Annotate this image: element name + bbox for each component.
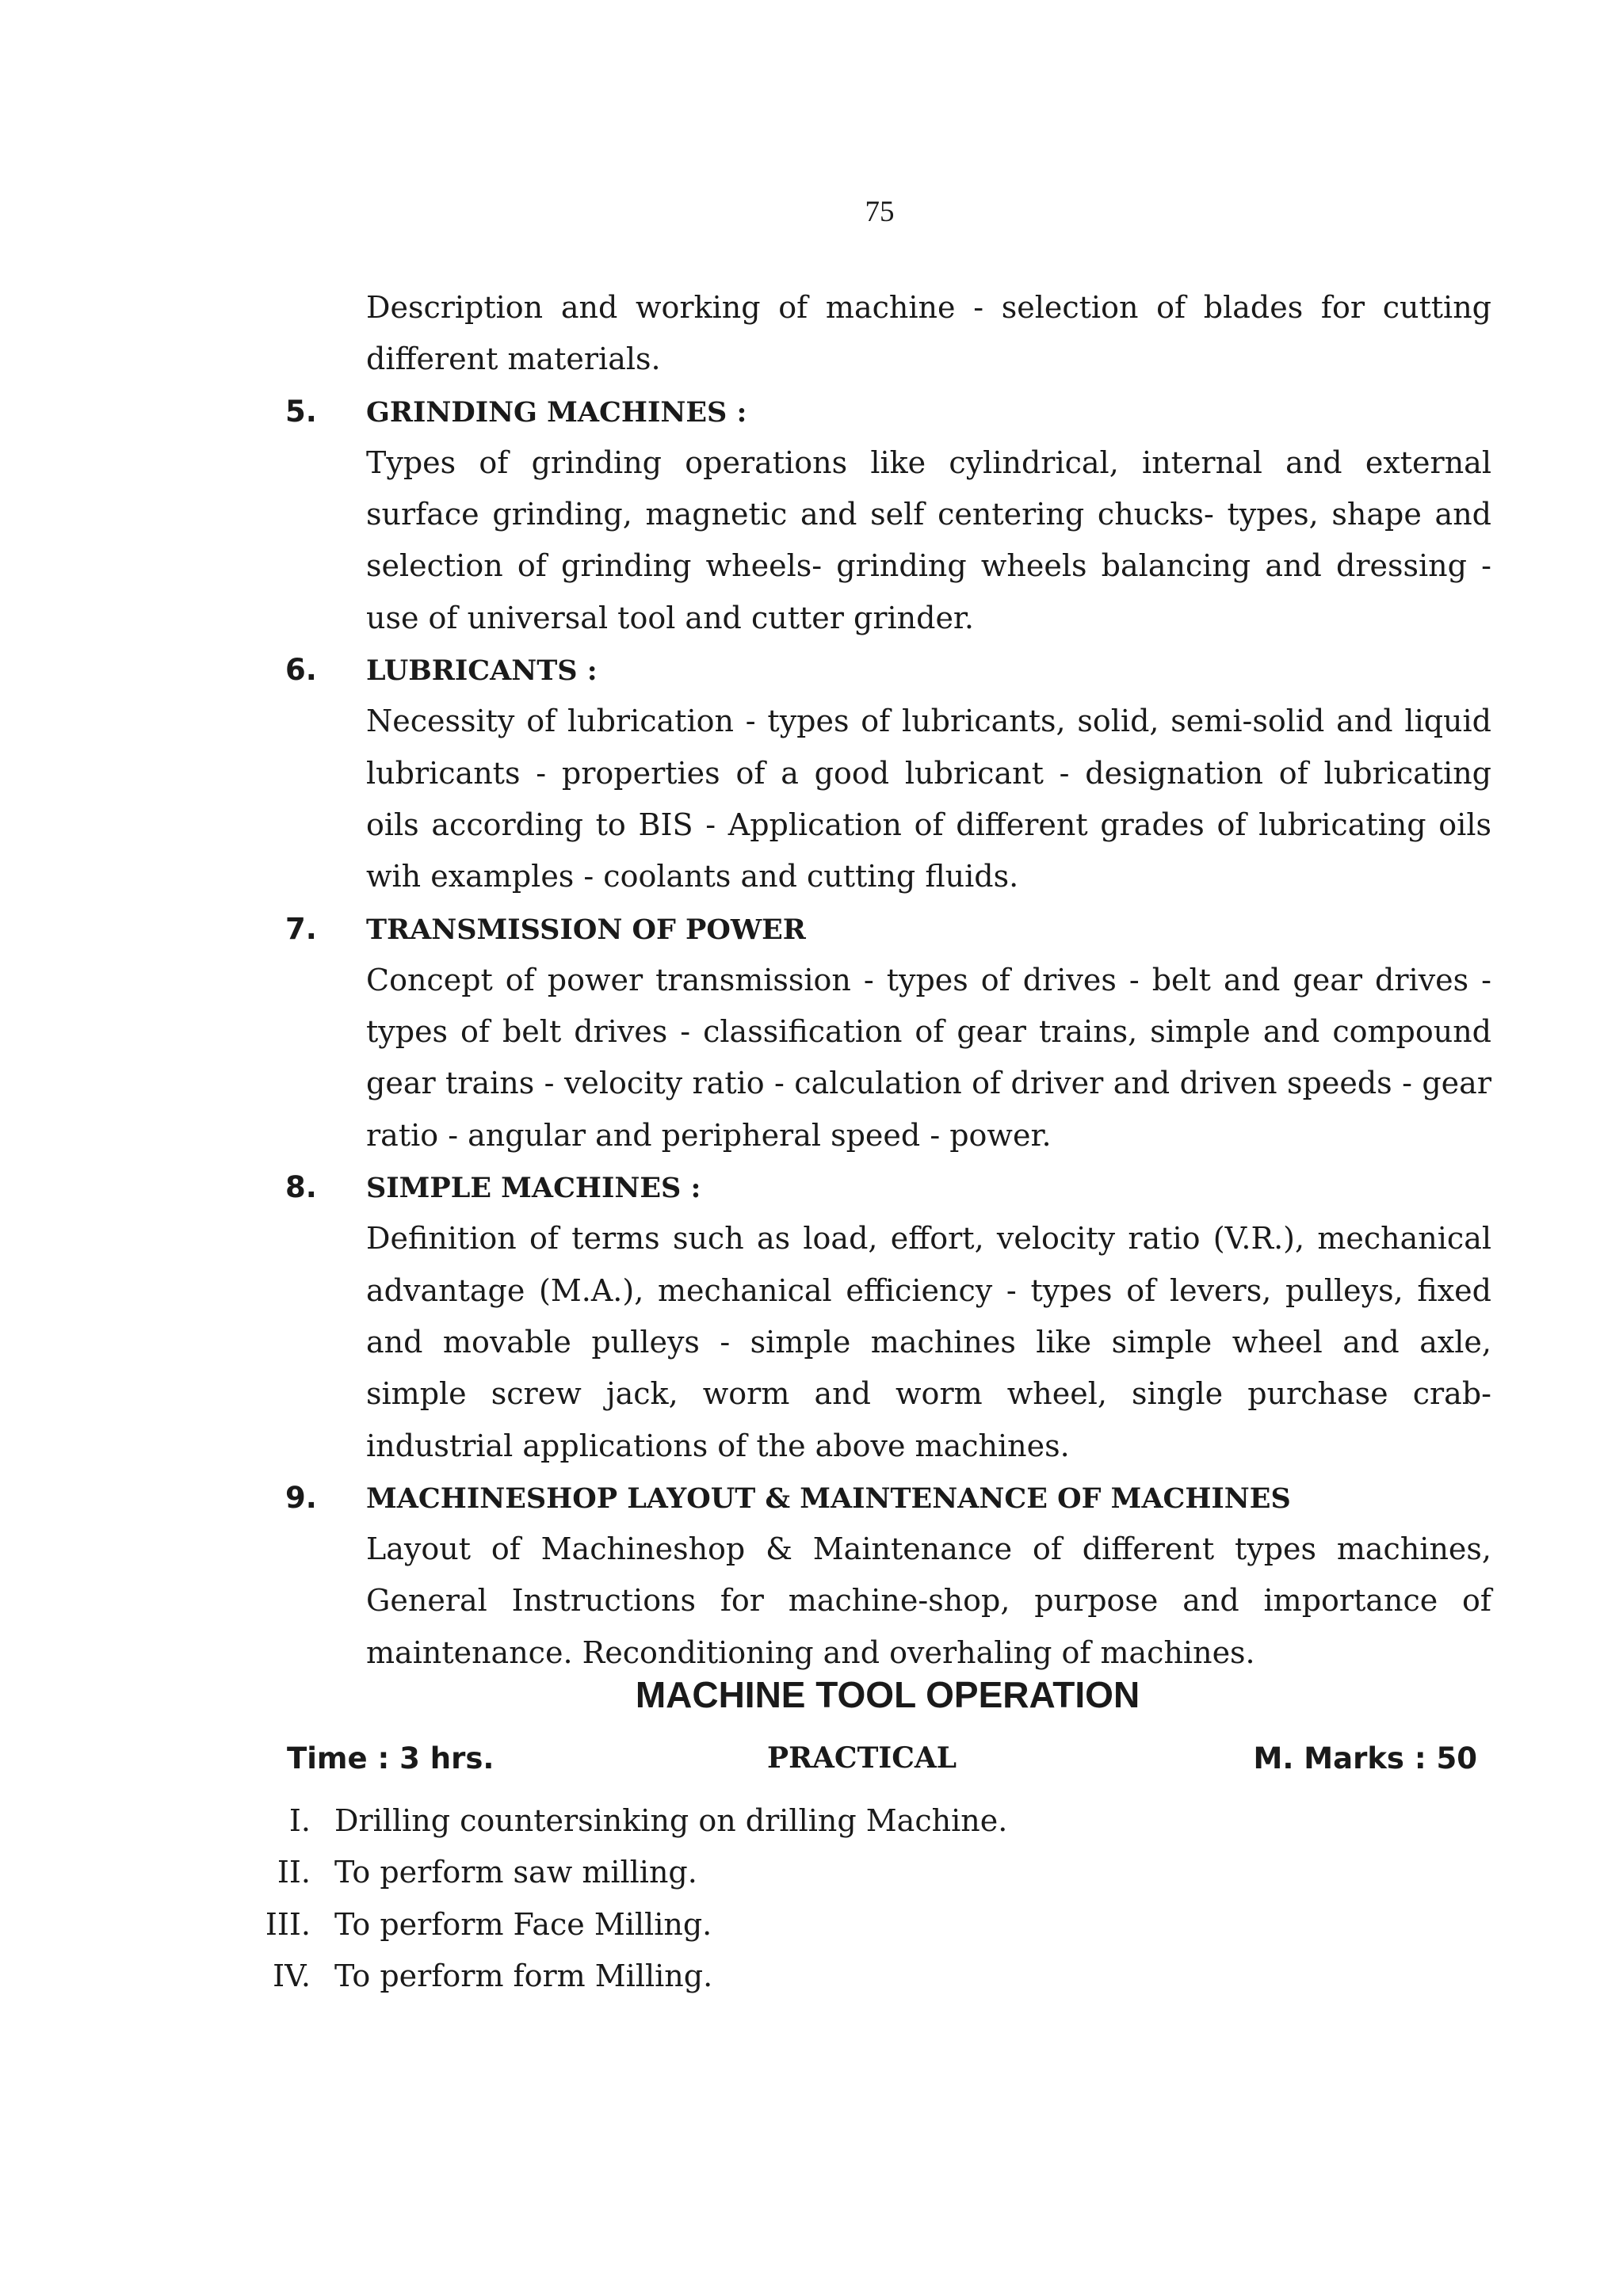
list-numeral: IV. [273,1958,311,1993]
practical-label: PRACTICAL [767,1741,957,1775]
list-numeral: II. [277,1855,311,1890]
practical-list [254,1795,1490,2002]
section-body: Definition of terms such as load, effort, velocity ratio (V.R.), mechanical advantage (M.A.), mechanical efficiency - types of levers, pulleys, fixed and movable pulleys - simple machines like simple wheel and axle, simple screw jack, worm and worm wheel, single purchase crab-industrial applications of the above machines. [366,1221,1491,1463]
section-number: 9. [285,1480,317,1515]
list-item [254,1899,1490,1951]
section-heading [285,1472,1491,1524]
section-transmission-of-power [285,903,1491,1161]
list-text: To perform form Milling. [334,1958,713,1993]
section-body: Necessity of lubrication - types of lubricants, solid, semi-solid and liquid lubricants - properties of a good lubricant - designation of lubricating oils according to BIS - Application of different grades of lubricating oils wih examples - coolants and cutting fluids. [366,704,1491,894]
exam-time: Time : 3 hrs. [287,1741,495,1775]
list-numeral: III. [265,1906,311,1942]
section-grinding-machines [285,386,1491,644]
section-body: Concept of power transmission - types of drives - belt and gear drives - types of belt drives - classification of gear trains, simple and compound gear trains - velocity ratio - calculation of driver and driven speeds - gear ratio - angular and peripheral speed - power. [366,962,1491,1153]
list-item [254,1847,1490,1898]
section-lubricants [285,644,1491,902]
section-body: Types of grinding operations like cylindrical, internal and external surface grinding, magnetic and self centering chucks- types, shape and selection of grinding wheels- grinding wheels balancing and dressing - use of universal tool and cutter grinder. [366,444,1491,635]
section-number: 7. [285,911,317,946]
list-text: To perform saw milling. [334,1855,697,1890]
section-body: Layout of Machineshop & Maintenance of different types machines, General Instructions for machine-shop, purpose and importance of maintenance. Reconditioning and overhaling of machines. [366,1531,1491,1670]
intro-paragraph: Description and working of machine - selection of blades for cutting different materials. [366,290,1491,377]
section-title: LUBRICANTS : [366,654,598,688]
section-heading [285,1161,1491,1213]
max-marks: M. Marks : 50 [1253,1741,1477,1775]
list-item [254,1951,1490,2002]
practical-heading: MACHINE TOOL OPERATION [635,1674,1140,1715]
section-title: MACHINESHOP LAYOUT & MAINTENANCE OF MACHINES [366,1482,1291,1515]
syllabus-content [285,282,1491,1679]
exam-meta-row [287,1741,1477,1789]
section-number: 6. [285,653,317,688]
section-machineshop-layout [285,1472,1491,1679]
section-number: 5. [285,394,317,429]
list-text: To perform Face Milling. [334,1906,712,1942]
list-item [254,1795,1490,1847]
page-number: 75 [865,196,895,228]
section-heading [285,644,1491,696]
list-numeral: I. [288,1803,311,1838]
section-number: 8. [285,1170,317,1205]
section-heading [285,903,1491,955]
section-title: TRANSMISSION OF POWER [366,913,806,946]
section-title: SIMPLE MACHINES : [366,1172,701,1205]
list-text: Drilling countersinking on drilling Machine. [334,1803,1008,1838]
section-heading [285,386,1491,437]
section-simple-machines [285,1161,1491,1472]
section-title: GRINDING MACHINES : [366,395,747,429]
